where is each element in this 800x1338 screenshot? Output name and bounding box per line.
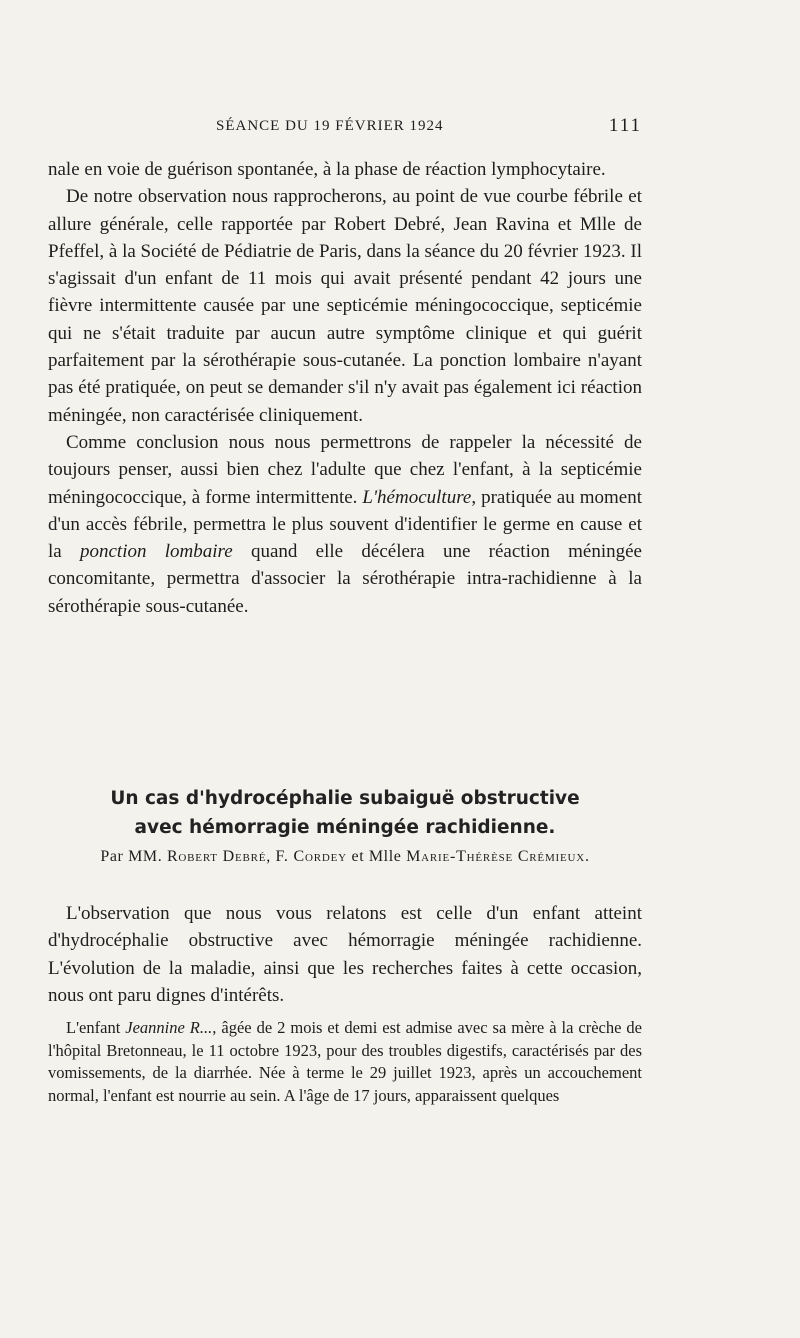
case-text: , âgée de 2 mois et demi est admise avec sa mère à la crèche de l'hôpital Bretonneau, le 11 octobre 1923, pour des troubles digestifs, caractérisés par des vomissements, de la diarrhée. Née à terme le 29 juillet 1923, après un accouchement normal, l'enfant est nourrie au sein. A l'âge de 17 jours, apparaissent quelques <box>48 1018 642 1105</box>
author-debre: Robert Debré <box>166 848 267 865</box>
introduction-paragraph: L'observation que nous vous relatons est celle d'un enfant atteint d'hydrocéphalie obstructive avec hémorragie méningée rachidienne. L'évolution de la maladie, ainsi que les recherches faites à cette occasion, nous ont paru dignes d'intérêts. <box>48 903 642 1006</box>
article-title-line-2: avec hémorragie méningée rachidienne. <box>134 817 556 838</box>
article-title <box>48 784 642 842</box>
authors-et: et Mlle <box>351 848 402 865</box>
page-number: 111 <box>608 115 642 136</box>
running-title: SÉANCE DU 19 FÉVRIER 1924 <box>216 118 444 134</box>
case-paragraph <box>48 1017 642 1107</box>
author-cremieux: Marie-Thérèse Crémieux <box>406 848 586 865</box>
article-authors: Par MM. Robert Debré, F. Cordey et Mlle Marie-Thérèse Crémieux. <box>100 848 590 865</box>
paragraph-comparison: De notre observation nous rapprocherons, au point de vue courbe fébrile et allure générale, celle rapportée par Robert Debré, Jean Ravina et Mlle de Pfeffel, à la Société de Pédiatrie de Paris, dans la séance du 20 février 1923. Il s'agissait d'un enfant de 11 mois qui avait présenté pendant 42 jours une fièvre intermittente causée par une septicémie méningococcique, septicémie qui ne s'était traduite par aucun autre symptôme clinique et qui guérit parfaitement par la sérothérapie sous-cutanée. La ponction lombaire n'ayant pas été pratiquée, on peut se demander s'il n'y avait pas également ici réaction méningée, non caractérisée cliniquement. <box>48 186 642 426</box>
case-report <box>48 1017 642 1107</box>
conclusion-text-a: Comme conclusion nous nous permettrons de rappeler la nécessité de toujours penser, aussi bien chez l'adulte que chez l'enfant, à la septicémie méningococcique, à forme intermittente. <box>48 431 642 508</box>
paragraph-conclusion <box>48 429 642 620</box>
previous-article-text <box>48 156 642 620</box>
article-introduction <box>48 900 642 1009</box>
paragraph-continuation: nale en voie de guérison spontanée, à la phase de réaction lymphocytaire. <box>48 159 606 180</box>
author-cordey: F. Cordey <box>275 848 347 865</box>
patient-name: Jeannine R... <box>125 1018 213 1037</box>
authors-prefix: Par MM. <box>100 848 163 865</box>
case-intro: L'enfant <box>66 1018 126 1037</box>
conclusion-text-c: quand elle décélera une réaction méningée concomitante, permettra d'associer la sérothérapie intra-rachidienne à la sérothérapie sous-cutanée. <box>48 541 642 617</box>
article-title-line-1: Un cas d'hydrocéphalie subaiguë obstructive <box>110 788 580 809</box>
ponction-term: ponction lombaire <box>80 541 233 563</box>
conclusion-text-b: , pratiquée au moment d'un accès fébrile, permettra le plus souvent d'identifier le germe en cause et la <box>48 486 642 563</box>
hemoculture-term: L'hémoculture <box>362 486 472 508</box>
